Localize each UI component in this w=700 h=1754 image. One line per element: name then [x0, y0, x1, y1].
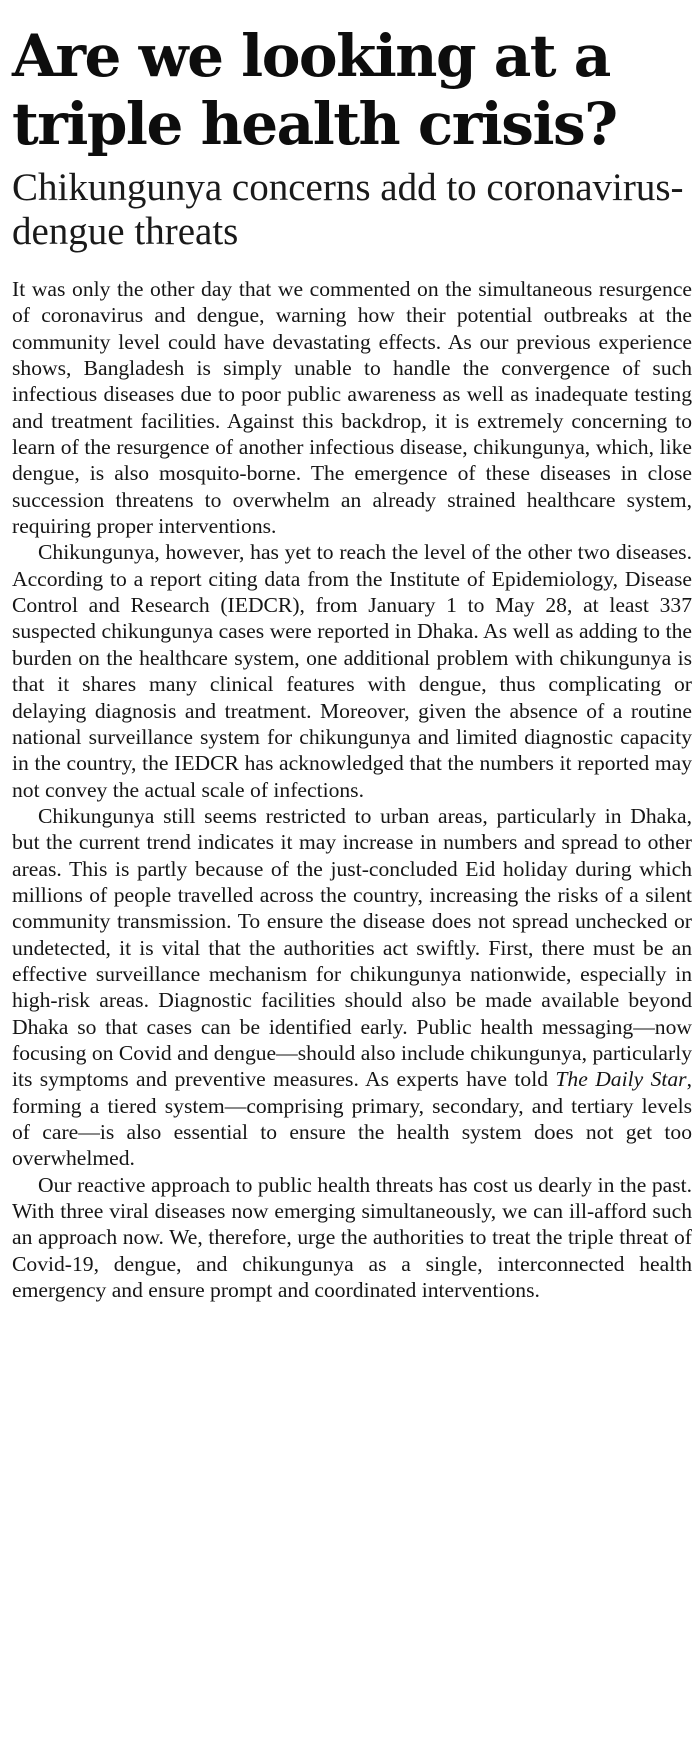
headline: Are we looking at a triple health crisis?: [12, 22, 617, 158]
article-body: [12, 276, 692, 1303]
paragraph-1: It was only the other day that we commented on the simultaneous resurgence of coronavirus and dengue, warning how their potential outbreaks at the community level could have devastating effects. As our previous experience shows, Bangladesh is simply unable to handle the convergence of such infectious diseases due to poor public awareness as well as inadequate testing and treatment facilities. Against this backdrop, it is extremely concerning to learn of the resurgence of another infectious disease, chikungunya, which, like dengue, is also mosquito-borne. The emergence of these diseases in close succession threatens to overwhelm an already strained healthcare system, requiring proper interventions.: [12, 277, 692, 539]
publication-name: The Daily Star: [555, 1067, 687, 1092]
paragraph-3-text-end: , forming a tiered system—comprising primary, secondary, and tertiary levels of care—is also essential to ensure the health system does not get too overwhelmed.: [12, 1067, 692, 1171]
paragraph-3: [12, 803, 692, 1172]
paragraph-3-text-start: Chikungunya still seems restricted to urban areas, particularly in Dhaka, but the current trend indicates it may increase in numbers and spread to other areas. This is partly because of the just-concluded Eid holiday during which millions of people travelled across the country, increasing the risks of a silent community transmission. To ensure the disease does not spread unchecked or undetected, it is vital that the authorities act swiftly. First, there must be an effective surveillance mechanism for chikungunya nationwide, especially in high-risk areas. Diagnostic facilities should also be made available beyond Dhaka so that cases can be identified early. Public health messaging—now focusing on Covid and dengue—should also include chikungunya, particularly its symptoms and preventive measures. As experts have told: [12, 803, 692, 1092]
subheadline: Chikungunya concerns add to coronavirus-dengue threats: [12, 166, 684, 253]
paragraph-4: Our reactive approach to public health threats has cost us dearly in the past. With three viral diseases now emerging simultaneously, we can ill-afford such an approach now. We, therefore, urge the authorities to treat the triple threat of Covid-19, dengue, and chikungunya as a single, interconnected health emergency and ensure prompt and coordinated interventions.: [12, 1172, 692, 1303]
paragraph-2: Chikungunya, however, has yet to reach the level of the other two diseases. According to a report citing data from the Institute of Epidemiology, Disease Control and Research (IEDCR), from January 1 to May 28, at least 337 suspected chikungunya cases were reported in Dhaka. As well as adding to the burden on the healthcare system, one additional problem with chikungunya is that it shares many clinical features with dengue, thus complicating or delaying diagnosis and treatment. Moreover, given the absence of a routine national surveillance system for chikungunya and limited diagnostic capacity in the country, the IEDCR has acknowledged that the numbers it reported may not convey the actual scale of infections.: [12, 540, 692, 802]
